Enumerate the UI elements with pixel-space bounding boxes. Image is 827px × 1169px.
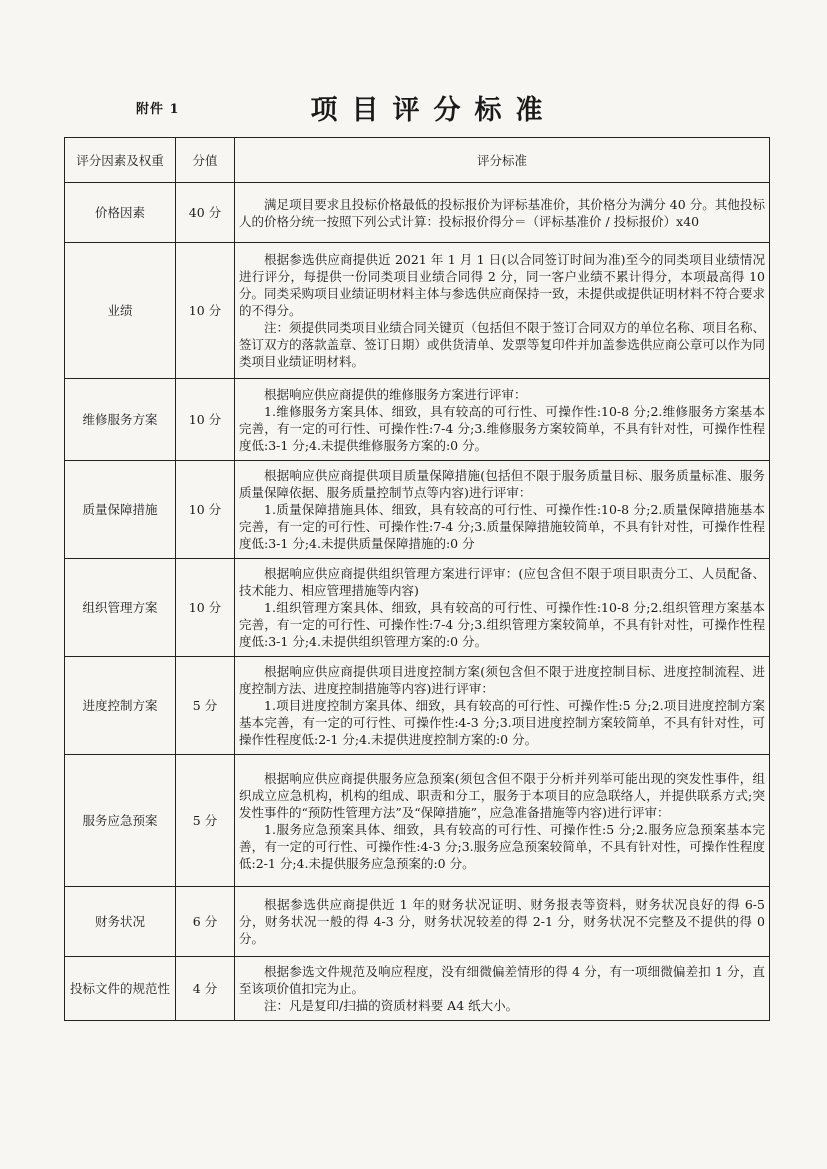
criteria-paragraph: 1.质量保障措施具体、细致，具有较高的可行性、可操作性:10-8 分;2.质量保障措施基本完善，有一定的可行性、可操作性:7-4 分;3.质量保障措施较简单，不具有针对性，可操作性程度低:3-1 分;4.未提供质量保障措施的:0 分 (239, 502, 765, 551)
row-score: 10 分 (176, 461, 235, 559)
criteria-paragraph: 根据响应供应商提供组织管理方案进行评审：(应包含但不限于项目职责分工、人员配备、技术能力、相应管理措施等内容) (239, 566, 765, 598)
criteria-paragraph: 根据参选供应商提供近 2021 年 1 月 1 日(以合同签订时间为准)至今的同类项目业绩情况进行评分，每提供一份同类项目业绩合同得 2 分，同一客户业绩不累计得分，本项最高得 10 分。同类采购项目业绩证明材料主体与参选供应商保持一致，未提供或提供证明材料不符合要求的不得分。 (239, 252, 765, 318)
criteria-paragraph: 根据响应供应商提供的维修服务方案进行评审： (264, 386, 527, 402)
row-score: 40 分 (176, 183, 235, 243)
row-factor: 服务应急预案 (65, 755, 176, 887)
table-row (65, 559, 770, 657)
row-factor: 投标文件的规范性 (65, 957, 176, 1021)
criteria-paragraph: 1.维修服务方案具体、细致，具有较高的可行性、可操作性:10-8 分;2.维修服务方案基本完善，有一定的可行性、可操作性:7-4 分;3.维修服务方案较简单，不具有针对性，可操作性程度低:3-1 分;4.未提供维修服务方案的:0 分。 (239, 403, 765, 453)
row-criteria (235, 887, 770, 957)
criteria-paragraph: 根据参选文件规范及响应程度，没有细微偏差情形的得 4 分，有一项细微偏差扣 1 分，直至该项价值扣完为止。 (239, 964, 765, 996)
page-title: 项目评分标准 (310, 95, 557, 126)
criteria-paragraph: 注：须提供同类项目业绩合同关键页（包括但不限于签订合同双方的单位名称、项目名称、签订双方的落款盖章、签订日期）或供货清单、发票等复印件并加盖参选供应商公章可以作为同类项目业绩证明材料。 (239, 320, 765, 369)
row-factor: 价格因素 (65, 183, 176, 243)
table-row (65, 461, 770, 559)
criteria-paragraph: 注：凡是复印/扫描的资质材料要 A4 纸大小。 (264, 998, 519, 1013)
row-score: 5 分 (176, 657, 235, 755)
row-criteria (235, 957, 770, 1021)
criteria-paragraph: 根据参选供应商提供近 1 年的财务状况证明、财务报表等资料，财务状况良好的得 6-5 分，财务状况一般的得 4-3 分，财务状况较差的得 2-1 分，财务状况不完整及不提供的得 0 分。 (239, 897, 765, 946)
row-score: 10 分 (176, 379, 235, 461)
row-criteria (235, 755, 770, 887)
criteria-paragraph: 满足项目要求且投标价格最低的投标报价为评标基准价，其价格分为满分 40 分。其他投标人的价格分统一按照下列公式计算：投标报价得分＝（评标基准价 / 投标报价）x40 (239, 196, 765, 229)
row-factor: 业绩 (65, 243, 176, 379)
table-header-row (65, 138, 770, 183)
criteria-paragraph: 根据响应供应商提供项目进度控制方案(须包含但不限于进度控制目标、进度控制流程、进度控制方法、进度控制措施等内容)进行评审： (239, 664, 765, 696)
column-header-criteria: 评分标准 (235, 138, 770, 183)
row-score: 4 分 (176, 957, 235, 1021)
row-factor: 组织管理方案 (65, 559, 176, 657)
table-row (65, 957, 770, 1021)
row-criteria (235, 461, 770, 559)
attachment-label: 附件 1 (136, 102, 180, 117)
column-header-score: 分值 (176, 138, 235, 183)
row-criteria (235, 243, 770, 379)
criteria-paragraph: 根据响应供应商提供服务应急预案(须包含但不限于分析并列举可能出现的突发性事件，组织成立应急机构，机构的组成、职责和分工，服务于本项目的应急联络人，并提供联系方式;突发性事件的“预防性管理方法”及“保障措施”，应急准备措施等内容)进行评审： (239, 770, 765, 820)
row-score: 5 分 (176, 755, 235, 887)
table-row (65, 183, 770, 243)
row-factor: 质量保障措施 (65, 461, 176, 559)
table-row (65, 657, 770, 755)
row-score: 10 分 (176, 559, 235, 657)
row-factor: 维修服务方案 (65, 379, 176, 461)
row-criteria (235, 657, 770, 755)
row-factor: 进度控制方案 (65, 657, 176, 755)
table-row (65, 755, 770, 887)
criteria-paragraph: 1.组织管理方案具体、细致，具有较高的可行性、可操作性:10-8 分;2.组织管理方案基本完善，有一定的可行性、可操作性:7-4 分;3.组织管理方案较简单，不具有针对性，可操作性程度低:3-1 分;4.未提供组织管理方案的:0 分。 (239, 600, 765, 649)
row-criteria (235, 559, 770, 657)
criteria-paragraph: 根据响应供应商提供项目质量保障措施(包括但不限于服务质量目标、服务质量标准、服务质量保障依据、服务质量控制节点等内容)进行评审： (239, 468, 765, 500)
row-factor: 财务状况 (65, 887, 176, 957)
table-row (65, 243, 770, 379)
scoring-table (64, 137, 770, 1021)
criteria-paragraph: 1.服务应急预案具体、细致，具有较高的可行性、可操作性:5 分;2.服务应急预案基本完善，有一定的可行性、可操作性:4-3 分;3.服务应急预案较简单，不具有针对性，可操作性程度低:2-1 分;4.未提供服务应急预案的:0 分。 (239, 821, 765, 871)
criteria-paragraph: 1.项目进度控制方案具体、细致，具有较高的可行性、可操作性:5 分;2.项目进度控制方案基本完善，有一定的可行性、可操作性:4-3 分;3.项目进度控制方案较简单，不具有针对性，可操作性程度低:2-1 分;4.未提供进度控制方案的:0 分。 (239, 698, 765, 747)
row-score: 10 分 (176, 243, 235, 379)
table-row (65, 379, 770, 461)
row-criteria (235, 183, 770, 243)
column-header-factor: 评分因素及权重 (65, 138, 176, 183)
table-row (65, 887, 770, 957)
row-score: 6 分 (176, 887, 235, 957)
row-criteria (235, 379, 770, 461)
